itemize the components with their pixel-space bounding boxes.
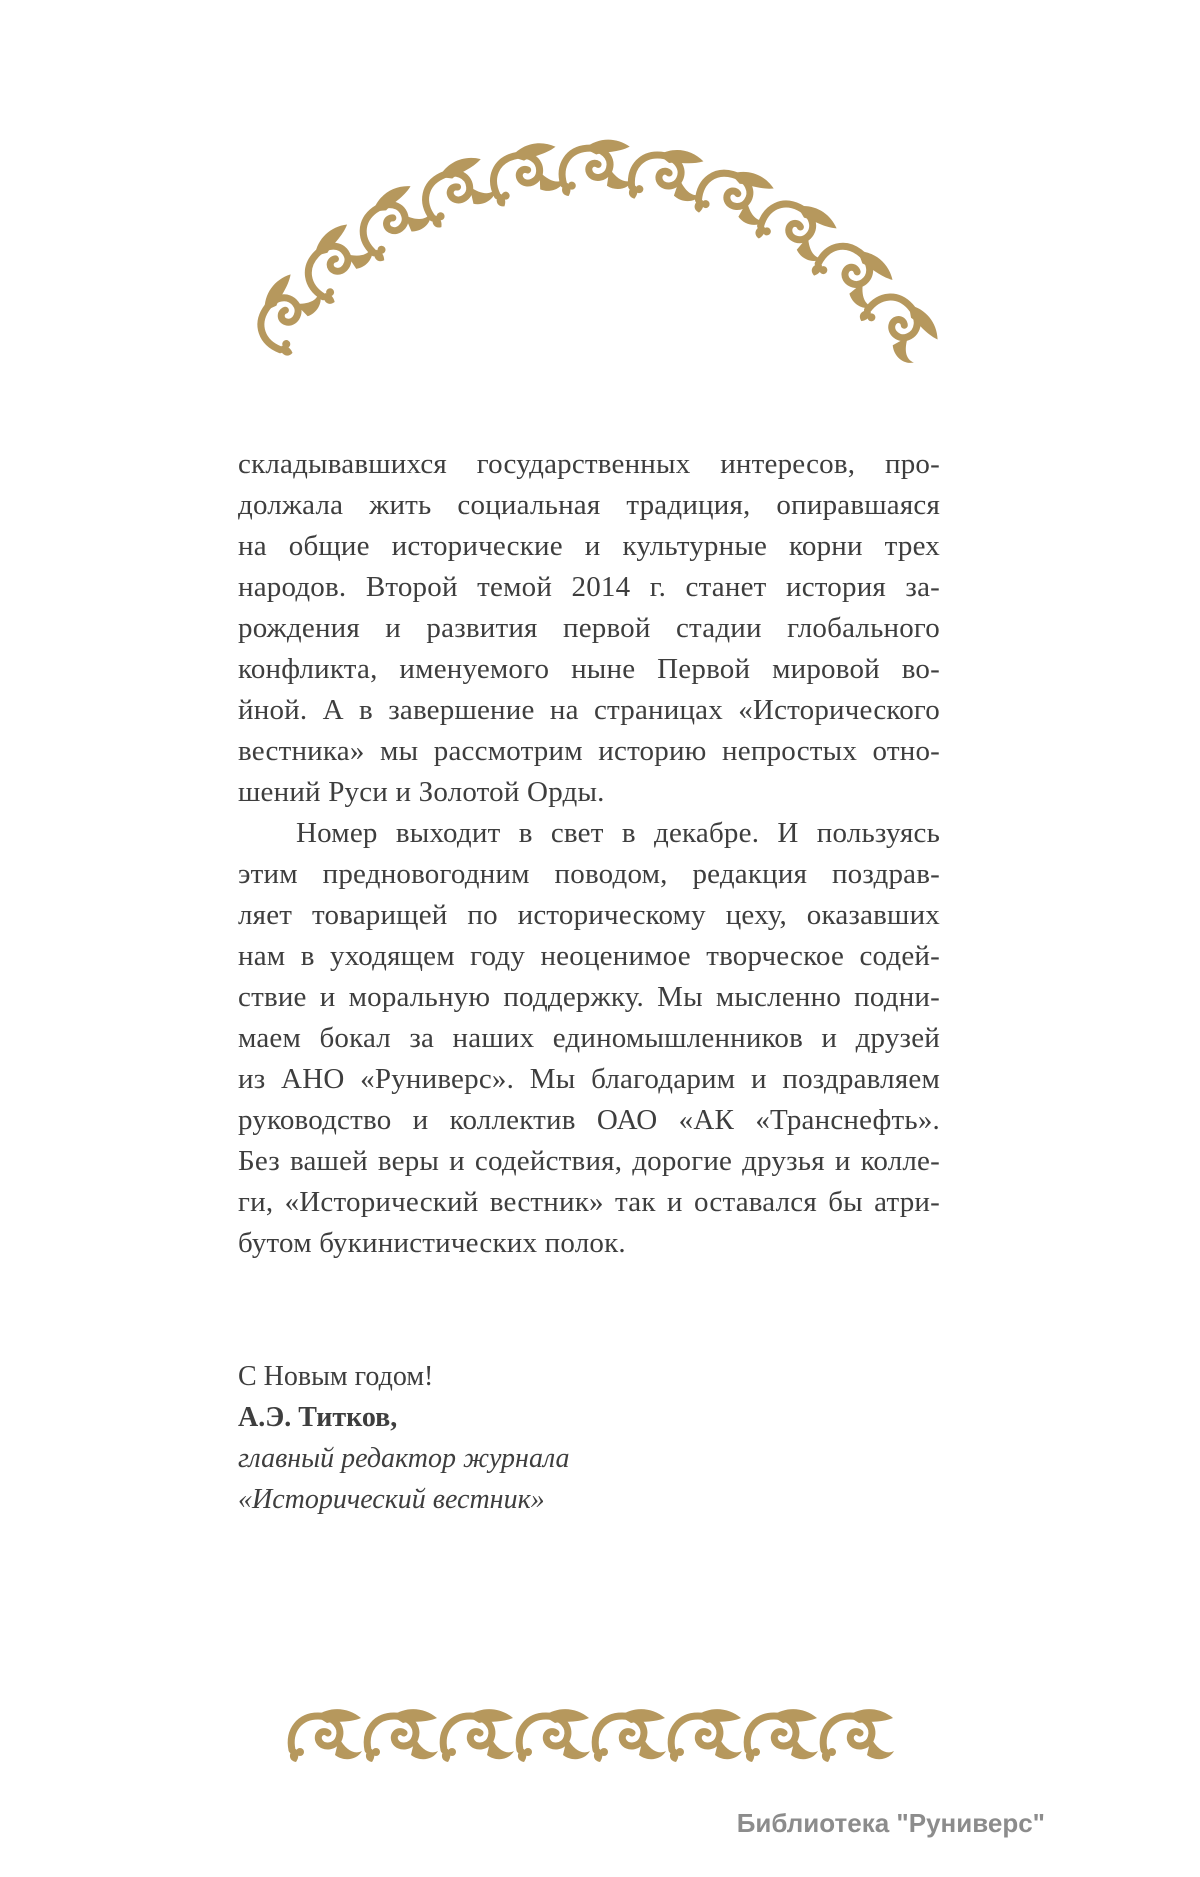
text-line: должала жить социальная традиция, опиравшаяся xyxy=(238,489,940,521)
text-line: маем бокал за наших единомышленников и друзей xyxy=(238,1022,940,1054)
text-line: на общие исторические и культурные корни трех xyxy=(238,530,940,562)
text-line: из АНО «Руниверс». Мы благодарим и поздравляем xyxy=(238,1063,940,1095)
text-line: конфликта, именуемого ныне Первой мировой во- xyxy=(238,653,940,685)
paragraph xyxy=(238,444,940,813)
text-line: Без вашей веры и содействия, дорогие друзья и колле- xyxy=(238,1145,940,1177)
text-line: руководство и коллектив ОАО «АК «Транснефть». xyxy=(238,1104,940,1136)
text-line: вестника» мы рассмотрим историю непростых отно- xyxy=(238,735,940,767)
text-line: народов. Второй темой 2014 г. станет история за- xyxy=(238,571,940,603)
signature-journal: «Исторический вестник» xyxy=(238,1484,545,1515)
body-text xyxy=(238,444,940,1264)
text-line: этим предновогодним поводом, редакция поздрав- xyxy=(238,858,940,890)
runivers-library-watermark: Библиотека "Руниверс" xyxy=(736,1808,1045,1838)
paragraph xyxy=(238,813,940,1264)
text-line: бутом букинистических полок. xyxy=(238,1227,626,1259)
bottom-scroll-ornament xyxy=(290,1709,894,1762)
text-line: складывавшихся государственных интересов, про- xyxy=(238,448,940,480)
text-line: нам в уходящем году неоценимое творческое содей- xyxy=(238,940,940,972)
signature-name: А.Э. Титков, xyxy=(238,1402,398,1433)
signature-greeting: С Новым годом! xyxy=(238,1361,434,1392)
text-line: Номер выходит в свет в декабре. И пользуясь xyxy=(296,817,940,849)
text-line: шений Руси и Золотой Орды. xyxy=(238,776,605,808)
text-line: рождения и развития первой стадии глобального xyxy=(238,612,940,644)
text-line: ги, «Исторический вестник» так и оставался бы атри- xyxy=(238,1186,940,1218)
signature-role: главный редактор журнала xyxy=(238,1443,570,1474)
text-line: ствие и моральную поддержку. Мы мысленно подни- xyxy=(238,981,940,1013)
top-arc-scroll-ornament xyxy=(245,138,945,370)
signature-block xyxy=(238,1356,940,1520)
text-line: ляет товарищей по историческому цеху, оказавших xyxy=(238,899,940,931)
text-line: йной. А в завершение на страницах «Исторического xyxy=(238,694,940,726)
